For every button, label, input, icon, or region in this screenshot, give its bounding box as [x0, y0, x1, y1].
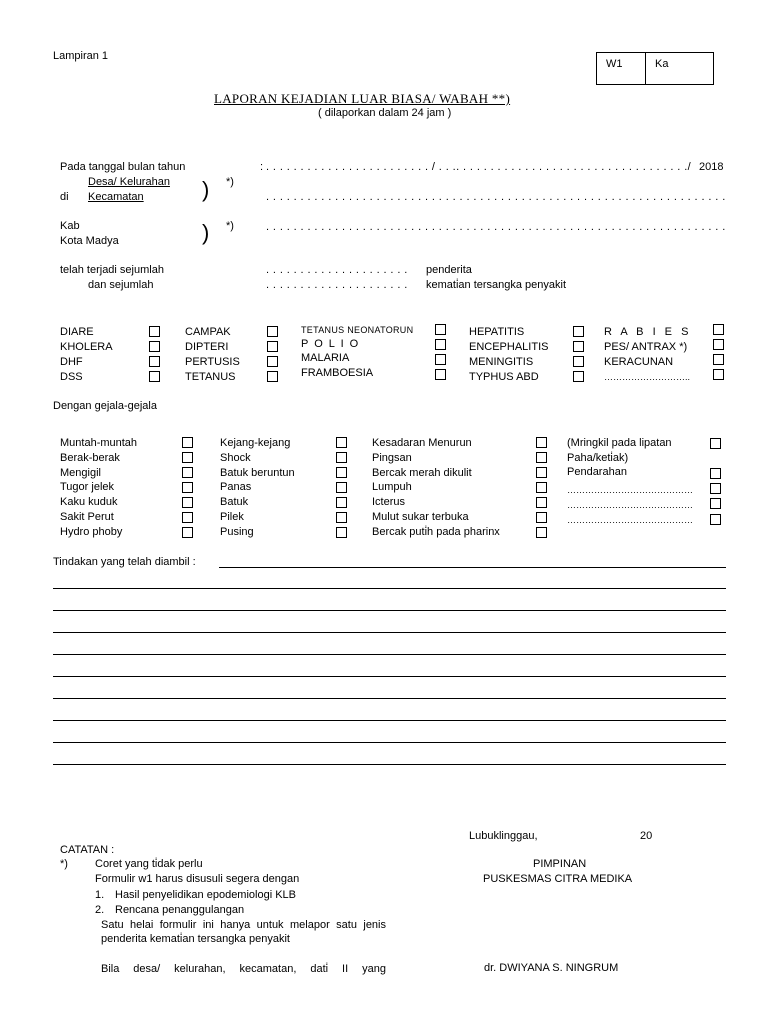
- disease-label: TETANUS NEONATORUN: [301, 325, 414, 335]
- disease-label: TETANUS: [185, 371, 236, 383]
- symptom-checkbox[interactable]: [182, 512, 193, 523]
- symptom-checkbox[interactable]: [336, 482, 347, 493]
- disease-checkbox[interactable]: [267, 326, 278, 337]
- signatory-title: PIMPINAN: [533, 858, 587, 870]
- disease-label: R A B I E S: [604, 326, 692, 338]
- symptom-label: Pilek: [220, 511, 244, 523]
- disease-label: HEPATITIS: [469, 326, 525, 338]
- symptom-checkbox[interactable]: [182, 467, 193, 478]
- other-disease-field[interactable]: ………………………..: [604, 372, 691, 382]
- kematian-count-field[interactable]: . . . . . . . . . . . . . . . . . . . . .: [266, 279, 408, 291]
- notes-heading: CATATAN :: [60, 844, 115, 856]
- page-title: LAPORAN KEJADIAN LUAR BIASA/ WABAH **): [214, 91, 511, 106]
- disease-checkbox[interactable]: [149, 371, 160, 382]
- symptom-label: Mengigil: [60, 467, 101, 479]
- symptom-checkbox[interactable]: [536, 512, 547, 523]
- penderita-count-field[interactable]: . . . . . . . . . . . . . . . . . . . . .: [266, 264, 408, 276]
- note-item: Rencana penanggulangan: [115, 904, 245, 916]
- disease-label: PERTUSIS: [185, 356, 240, 368]
- action-line[interactable]: [53, 588, 726, 589]
- symptom-label: Pingsan: [372, 452, 412, 464]
- date-label: Pada tanggal bulan tahun: [60, 161, 186, 173]
- symptom-checkbox[interactable]: [182, 497, 193, 508]
- action-line[interactable]: [53, 610, 726, 611]
- symptom-checkbox[interactable]: [710, 514, 721, 525]
- symptom-checkbox[interactable]: [710, 468, 721, 479]
- symptom-checkbox[interactable]: [536, 482, 547, 493]
- disease-label: FRAMBOESIA: [301, 367, 374, 379]
- code-divider: [645, 53, 646, 84]
- note-paragraph: Satu helai formulir ini hanya untuk melapor satu jenis penderita kemati̇an tersangka penyakit: [101, 919, 386, 945]
- disease-checkbox[interactable]: [267, 356, 278, 367]
- symptoms-heading: Dengan gejala-gejala: [53, 400, 157, 412]
- asterisk-2: *): [226, 220, 234, 232]
- disease-label: TYPHUS ABD: [469, 371, 539, 383]
- date-field[interactable]: . . . . . . . . . . . . . . . . . . . . . . . . / . . .. . . . . . . . . . . . . . . . . . . . . . . . . . . . . . . . . ./: [266, 161, 692, 173]
- symptom-label: Panas: [220, 481, 252, 493]
- form-code-ka: Ka: [655, 58, 669, 70]
- action-line[interactable]: [53, 676, 726, 677]
- disease-checkbox[interactable]: [149, 326, 160, 337]
- kab-label: Kab: [60, 220, 80, 232]
- paren-1: ): [202, 177, 210, 202]
- symptom-label: Mulut sukar terbuka: [372, 511, 469, 523]
- note-item: Hasil penyelidikan epodemiologi KLB: [115, 889, 297, 901]
- attachment-label: Lampiran 1: [53, 50, 109, 62]
- symptom-label: Berak-berak: [60, 452, 120, 464]
- disease-checkbox[interactable]: [713, 339, 724, 350]
- action-line[interactable]: [53, 632, 726, 633]
- paren-2: ): [202, 220, 210, 245]
- disease-checkbox[interactable]: [713, 324, 724, 335]
- disease-label: CAMPAK: [185, 326, 231, 338]
- other-symptom-field[interactable]: ……………………………………: [567, 515, 693, 525]
- note-text: Formulir w1 harus disusuli segera dengan: [95, 873, 300, 885]
- symptom-checkbox[interactable]: [182, 452, 193, 463]
- symptom-checkbox[interactable]: [182, 482, 193, 493]
- action-line[interactable]: [53, 764, 726, 765]
- symptom-label: (Mringkil pada lipatan: [567, 437, 672, 449]
- symptom-label: Kaku kuduk: [60, 496, 118, 508]
- note-star: *): [60, 858, 68, 870]
- disease-checkbox[interactable]: [435, 369, 446, 380]
- symptom-label: Tugor jelek: [60, 481, 115, 493]
- disease-label: PES/ ANTRAX *): [604, 341, 688, 353]
- symptom-label: Paha/keti̇ak): [567, 452, 629, 464]
- symptom-label: Pendarahan: [567, 466, 627, 478]
- symptom-label: Sakit Perut: [60, 511, 114, 523]
- disease-label: KHOLERA: [60, 341, 113, 353]
- kota-label: Kota Madya: [60, 235, 119, 247]
- kematian-label: kemati̇an tersangka penyakit: [426, 279, 567, 291]
- symptom-checkbox[interactable]: [710, 498, 721, 509]
- action-line[interactable]: [219, 567, 726, 568]
- symptom-checkbox[interactable]: [336, 497, 347, 508]
- disease-checkbox[interactable]: [149, 341, 160, 352]
- disease-checkbox[interactable]: [435, 339, 446, 350]
- symptom-checkbox[interactable]: [536, 527, 547, 538]
- disease-label: P O L I O: [301, 338, 360, 350]
- action-line[interactable]: [53, 654, 726, 655]
- signatory-institution: PUSKESMAS CITRA MEDIKA: [483, 873, 633, 885]
- asterisk-1: *): [226, 176, 234, 188]
- disease-label: MALARIA: [301, 352, 350, 364]
- disease-checkbox[interactable]: [713, 354, 724, 365]
- desa-field[interactable]: . . . . . . . . . . . . . . . . . . . . . . . . . . . . . . . . . . . . . . . . . . . . . . . . . . . . . . . . . . . . . . . . . . .: [266, 191, 726, 203]
- disease-checkbox[interactable]: [149, 356, 160, 367]
- note-paragraph: Bila desa/ kelurahan, kecamatan, dati̇ II yang: [101, 963, 386, 975]
- symptom-label: Muntah-muntah: [60, 437, 138, 449]
- symptom-checkbox[interactable]: [536, 452, 547, 463]
- action-label: Tindakan yang telah diambil :: [53, 556, 196, 568]
- desa-label: Desa/ Kelurahan: [88, 176, 170, 188]
- symptom-checkbox[interactable]: [336, 452, 347, 463]
- disease-label: KERACUNAN: [604, 356, 674, 368]
- telah-label: telah terjadi sejumlah: [60, 264, 164, 276]
- kab-field[interactable]: . . . . . . . . . . . . . . . . . . . . . . . . . . . . . . . . . . . . . . . . . . . . . . . . . . . . . . . . . . . . . . . . . . .: [266, 221, 726, 233]
- symptom-label: Lumpuh: [372, 481, 412, 493]
- symptom-checkbox[interactable]: [336, 512, 347, 523]
- symptom-label: Bercak merah dikulit: [372, 467, 472, 479]
- symptom-checkbox[interactable]: [710, 483, 721, 494]
- place-label: Lubuklinggau,: [469, 830, 538, 842]
- action-line[interactable]: [53, 698, 726, 699]
- symptom-checkbox[interactable]: [536, 497, 547, 508]
- date-colon: :: [260, 161, 264, 173]
- di-label: di: [60, 191, 69, 203]
- note-text: Coret yang ti̇dak perlu: [95, 858, 203, 870]
- disease-label: DSS: [60, 371, 83, 383]
- symptom-label: Icterus: [372, 496, 406, 508]
- other-symptom-field[interactable]: ……………………………………: [567, 485, 693, 495]
- symptom-checkbox[interactable]: [710, 438, 721, 449]
- symptom-checkbox[interactable]: [536, 437, 547, 448]
- other-symptom-field[interactable]: ……………………………………: [567, 500, 693, 510]
- date-year-prefix: 20: [640, 830, 653, 842]
- disease-label: ENCEPHALITIS: [469, 341, 549, 353]
- disease-checkbox[interactable]: [573, 326, 584, 337]
- action-line[interactable]: [53, 742, 726, 743]
- disease-label: DHF: [60, 356, 83, 368]
- kecamatan-label: Kecamatan: [88, 191, 144, 203]
- disease-checkbox[interactable]: [713, 369, 724, 380]
- disease-label: DIARE: [60, 326, 94, 338]
- symptom-label: Batuk: [220, 496, 249, 508]
- action-line[interactable]: [53, 720, 726, 721]
- page-subtitle: ( dilaporkan dalam 24 jam ): [318, 107, 452, 119]
- symptom-label: Kejang-kejang: [220, 437, 291, 449]
- disease-checkbox[interactable]: [267, 341, 278, 352]
- symptom-checkbox[interactable]: [182, 437, 193, 448]
- symptom-label: Batuk beruntun: [220, 467, 295, 479]
- disease-checkbox[interactable]: [573, 341, 584, 352]
- note-item-number: 1.: [95, 889, 105, 901]
- year-value: 2018: [699, 161, 724, 173]
- symptom-label: Hydro phoby: [60, 526, 123, 538]
- symptom-label: Pusing: [220, 526, 254, 538]
- symptom-checkbox[interactable]: [336, 437, 347, 448]
- signatory-name: dr. DWIYANA S. NINGRUM: [484, 962, 619, 974]
- symptom-checkbox[interactable]: [336, 467, 347, 478]
- symptom-label: Kesadaran Menurun: [372, 437, 472, 449]
- disease-checkbox[interactable]: [435, 324, 446, 335]
- symptom-label: Shock: [220, 452, 251, 464]
- disease-label: MENINGITIS: [469, 356, 534, 368]
- form-code-w1: W1: [606, 58, 623, 70]
- symptom-checkbox[interactable]: [536, 467, 547, 478]
- symptom-checkbox[interactable]: [182, 527, 193, 538]
- form-code-box: [596, 52, 714, 85]
- symptom-checkbox[interactable]: [336, 527, 347, 538]
- disease-checkbox[interactable]: [267, 371, 278, 382]
- dan-label: dan sejumlah: [88, 279, 154, 291]
- penderita-label: penderita: [426, 264, 472, 276]
- symptom-label: Bercak puti̇h pada pharinx: [372, 526, 500, 538]
- disease-checkbox[interactable]: [573, 371, 584, 382]
- disease-checkbox[interactable]: [573, 356, 584, 367]
- disease-label: DIPTERI: [185, 341, 229, 353]
- disease-checkbox[interactable]: [435, 354, 446, 365]
- note-item-number: 2.: [95, 904, 105, 916]
